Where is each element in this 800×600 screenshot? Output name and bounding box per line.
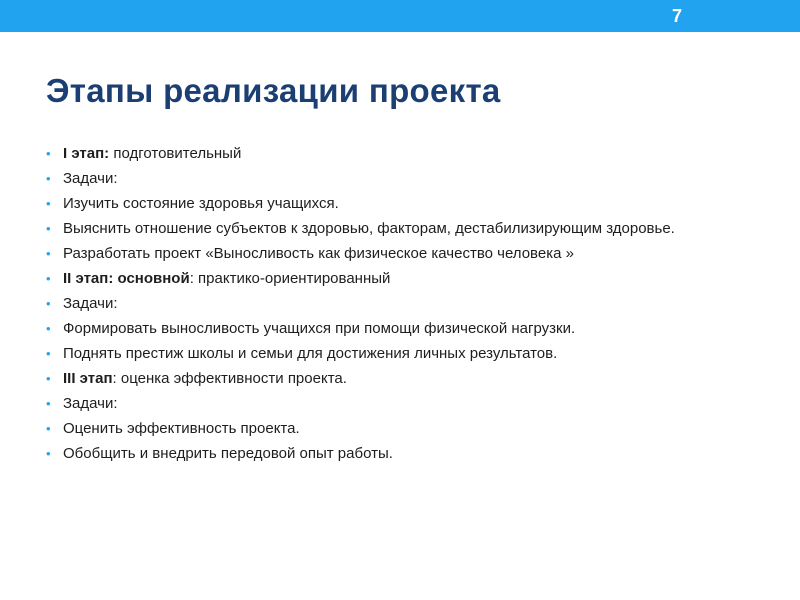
list-item-text: Задачи:	[63, 170, 118, 187]
list-item	[46, 294, 726, 314]
bullet-dot-icon: •	[46, 446, 51, 461]
list-item-text: Изучить состояние здоровья учащихся.	[63, 195, 339, 212]
list-item-text: Задачи:	[63, 295, 118, 312]
bullet-dot-icon: •	[46, 171, 51, 186]
list-item	[46, 144, 726, 164]
bullet-dot-icon: •	[46, 296, 51, 311]
bullet-dot-icon: •	[46, 146, 51, 161]
bullet-dot-icon: •	[46, 396, 51, 411]
bullet-dot-icon: •	[46, 421, 51, 436]
bullet-dot-icon: •	[46, 246, 51, 261]
bullet-dot-icon: •	[46, 346, 51, 361]
list-item	[46, 194, 726, 214]
slide-number: 7	[671, 6, 682, 26]
list-item-text: Задачи:	[63, 395, 118, 412]
list-item-text: : оценка эффективности проекта.	[112, 370, 347, 387]
stage-label: II этап: основной	[63, 270, 190, 287]
bullet-list	[46, 144, 726, 469]
bullet-dot-icon: •	[46, 196, 51, 211]
list-item	[46, 319, 726, 339]
list-item	[46, 394, 726, 414]
slide-title: Этапы реализации проекта	[46, 72, 501, 109]
bullet-dot-icon: •	[46, 371, 51, 386]
stage-label: I этап:	[63, 145, 110, 162]
list-item	[46, 244, 726, 264]
bullet-dot-icon: •	[46, 221, 51, 236]
list-item-text: : практико-ориентированный	[189, 270, 391, 287]
list-item	[46, 169, 726, 189]
list-item	[46, 419, 726, 439]
header-bar	[0, 0, 800, 32]
bullet-dot-icon: •	[46, 271, 51, 286]
stage-label: III этап	[63, 370, 113, 387]
list-item-text: Обобщить и внедрить передовой опыт работы.	[63, 445, 393, 462]
list-item-text: Выяснить отношение субъектов к здоровью, факторам, дестабилизирующим здоровье.	[63, 220, 675, 237]
list-item	[46, 344, 726, 364]
list-item-text: Поднять престиж школы и семьи для достижения личных результатов.	[63, 345, 558, 362]
list-item-text: подготовительный	[109, 145, 242, 162]
list-item-text: Формировать выносливость учащихся при помощи физической нагрузки.	[63, 320, 576, 337]
list-item	[46, 219, 726, 239]
list-item	[46, 269, 726, 289]
list-item-text: Оценить эффективность проекта.	[63, 420, 300, 437]
bullet-dot-icon: •	[46, 321, 51, 336]
list-item	[46, 444, 726, 464]
list-item-text: Разработать проект «Выносливость как физическое качество человека »	[63, 245, 574, 262]
list-item	[46, 369, 726, 389]
